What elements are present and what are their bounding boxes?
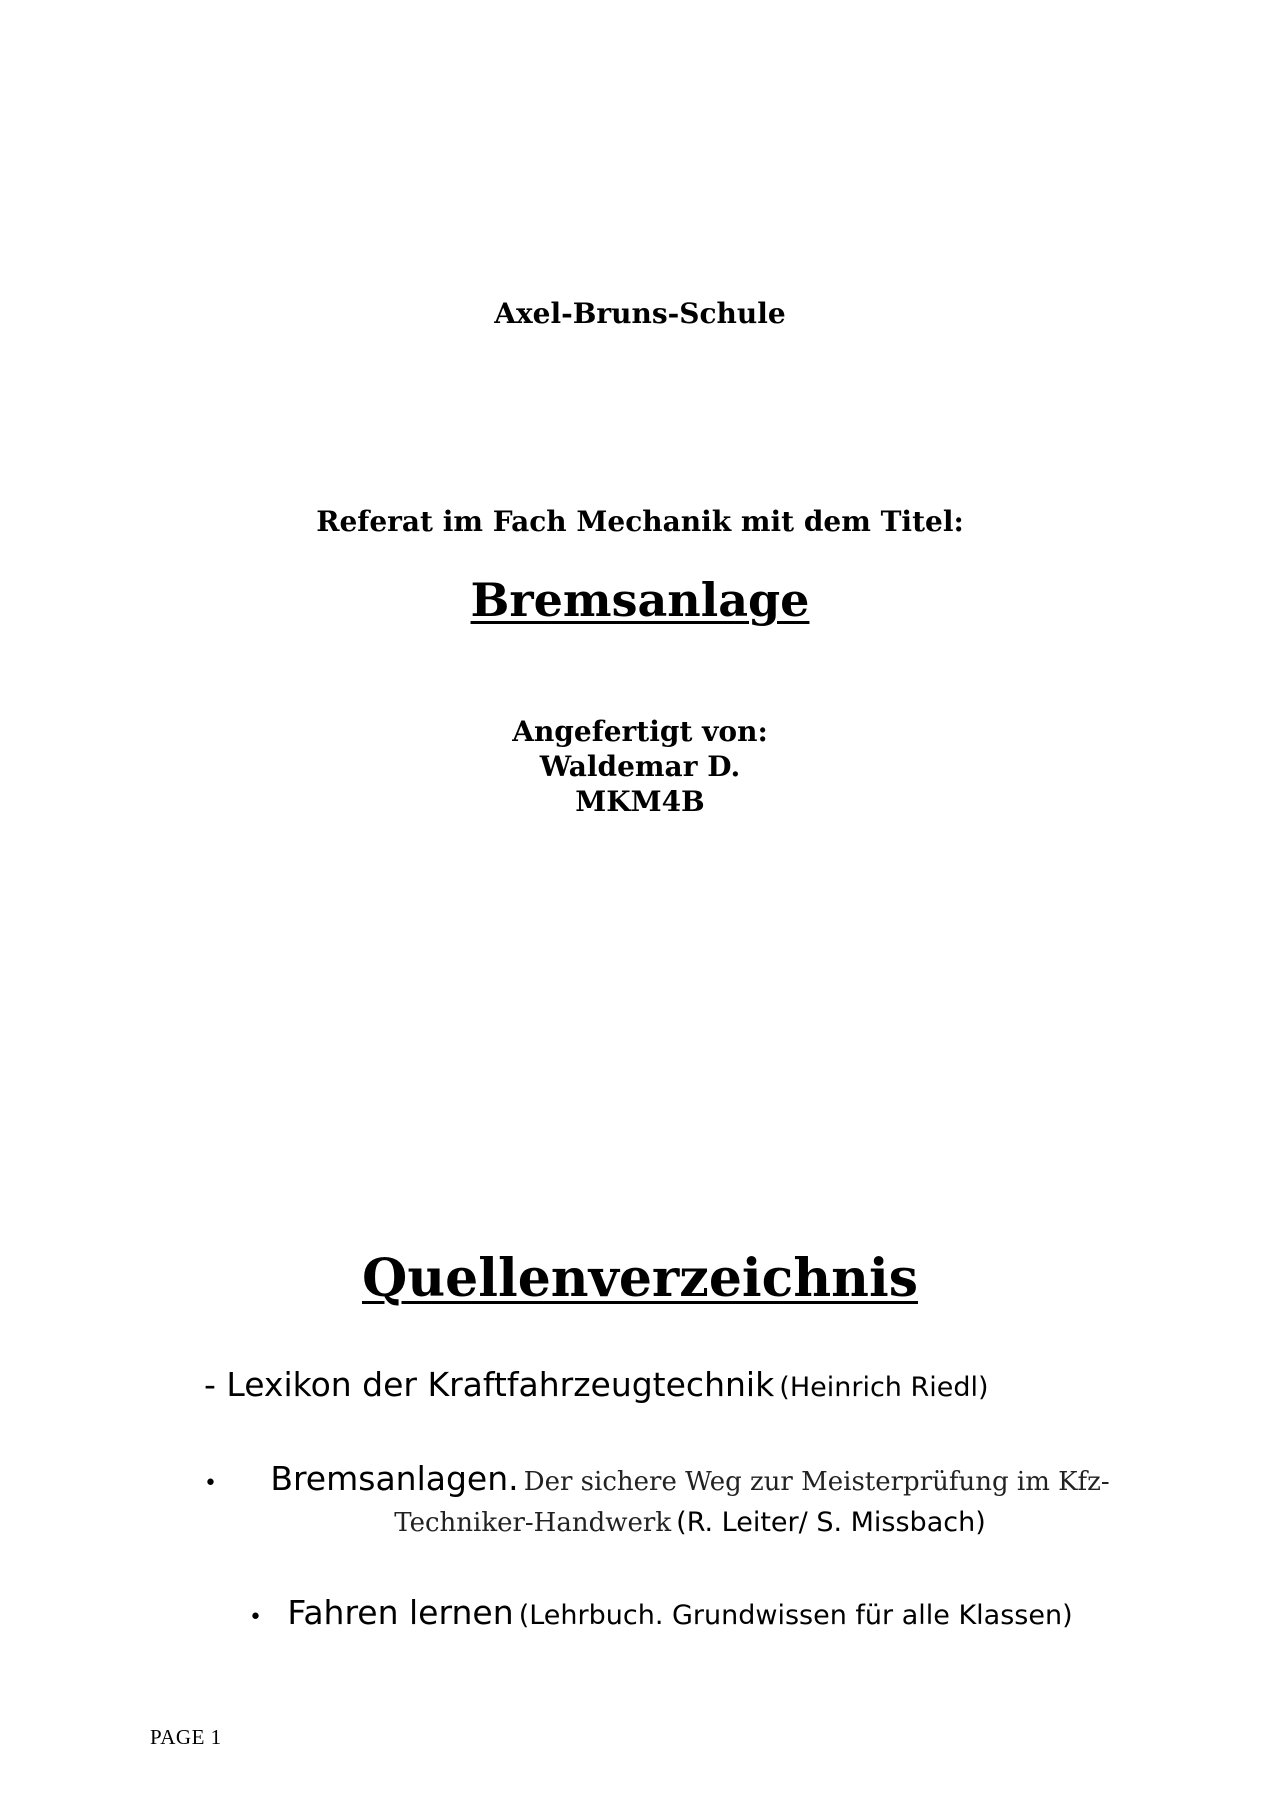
source-item bbox=[285, 1594, 1075, 1638]
source-title: Lexikon der Kraftfahrzeugtechnik bbox=[226, 1365, 775, 1404]
author-name: Waldemar D. bbox=[539, 750, 741, 783]
subject-line: Referat im Fach Mechanik mit dem Titel: bbox=[316, 505, 964, 538]
bullet-icon: • bbox=[204, 1471, 217, 1496]
bullet-icon: • bbox=[249, 1605, 262, 1630]
page-number: 1 bbox=[210, 1725, 222, 1749]
page-label: PAGE bbox=[150, 1725, 205, 1749]
sources-heading-text: Quellenverzeichnis bbox=[362, 1248, 918, 1309]
document-title-text: Bremsanlage bbox=[470, 573, 810, 627]
source-item bbox=[204, 1365, 989, 1411]
source-detail: Der sichere Weg zur Meisterprüfung im Kfz-Techniker-Handwerk bbox=[394, 1467, 1110, 1538]
source-item bbox=[240, 1460, 1140, 1545]
source-prefix: - bbox=[204, 1365, 227, 1404]
source-author: (Lehrbuch. Grundwissen für alle Klassen) bbox=[518, 1600, 1073, 1631]
class-name: MKM4B bbox=[575, 785, 705, 818]
source-author: (R. Leiter/ S. Missbach) bbox=[676, 1507, 986, 1538]
author-block bbox=[0, 714, 1280, 819]
author-label: Angefertigt von: bbox=[512, 715, 768, 748]
sources-heading bbox=[0, 1247, 1280, 1311]
source-title: Bremsanlagen. bbox=[270, 1459, 519, 1498]
school-name: Axel-Bruns-Schule bbox=[494, 297, 786, 330]
page-footer bbox=[150, 1725, 222, 1750]
source-title: Fahren lernen bbox=[287, 1593, 514, 1632]
document-title bbox=[0, 572, 1280, 628]
source-author: (Heinrich Riedl) bbox=[779, 1372, 989, 1403]
